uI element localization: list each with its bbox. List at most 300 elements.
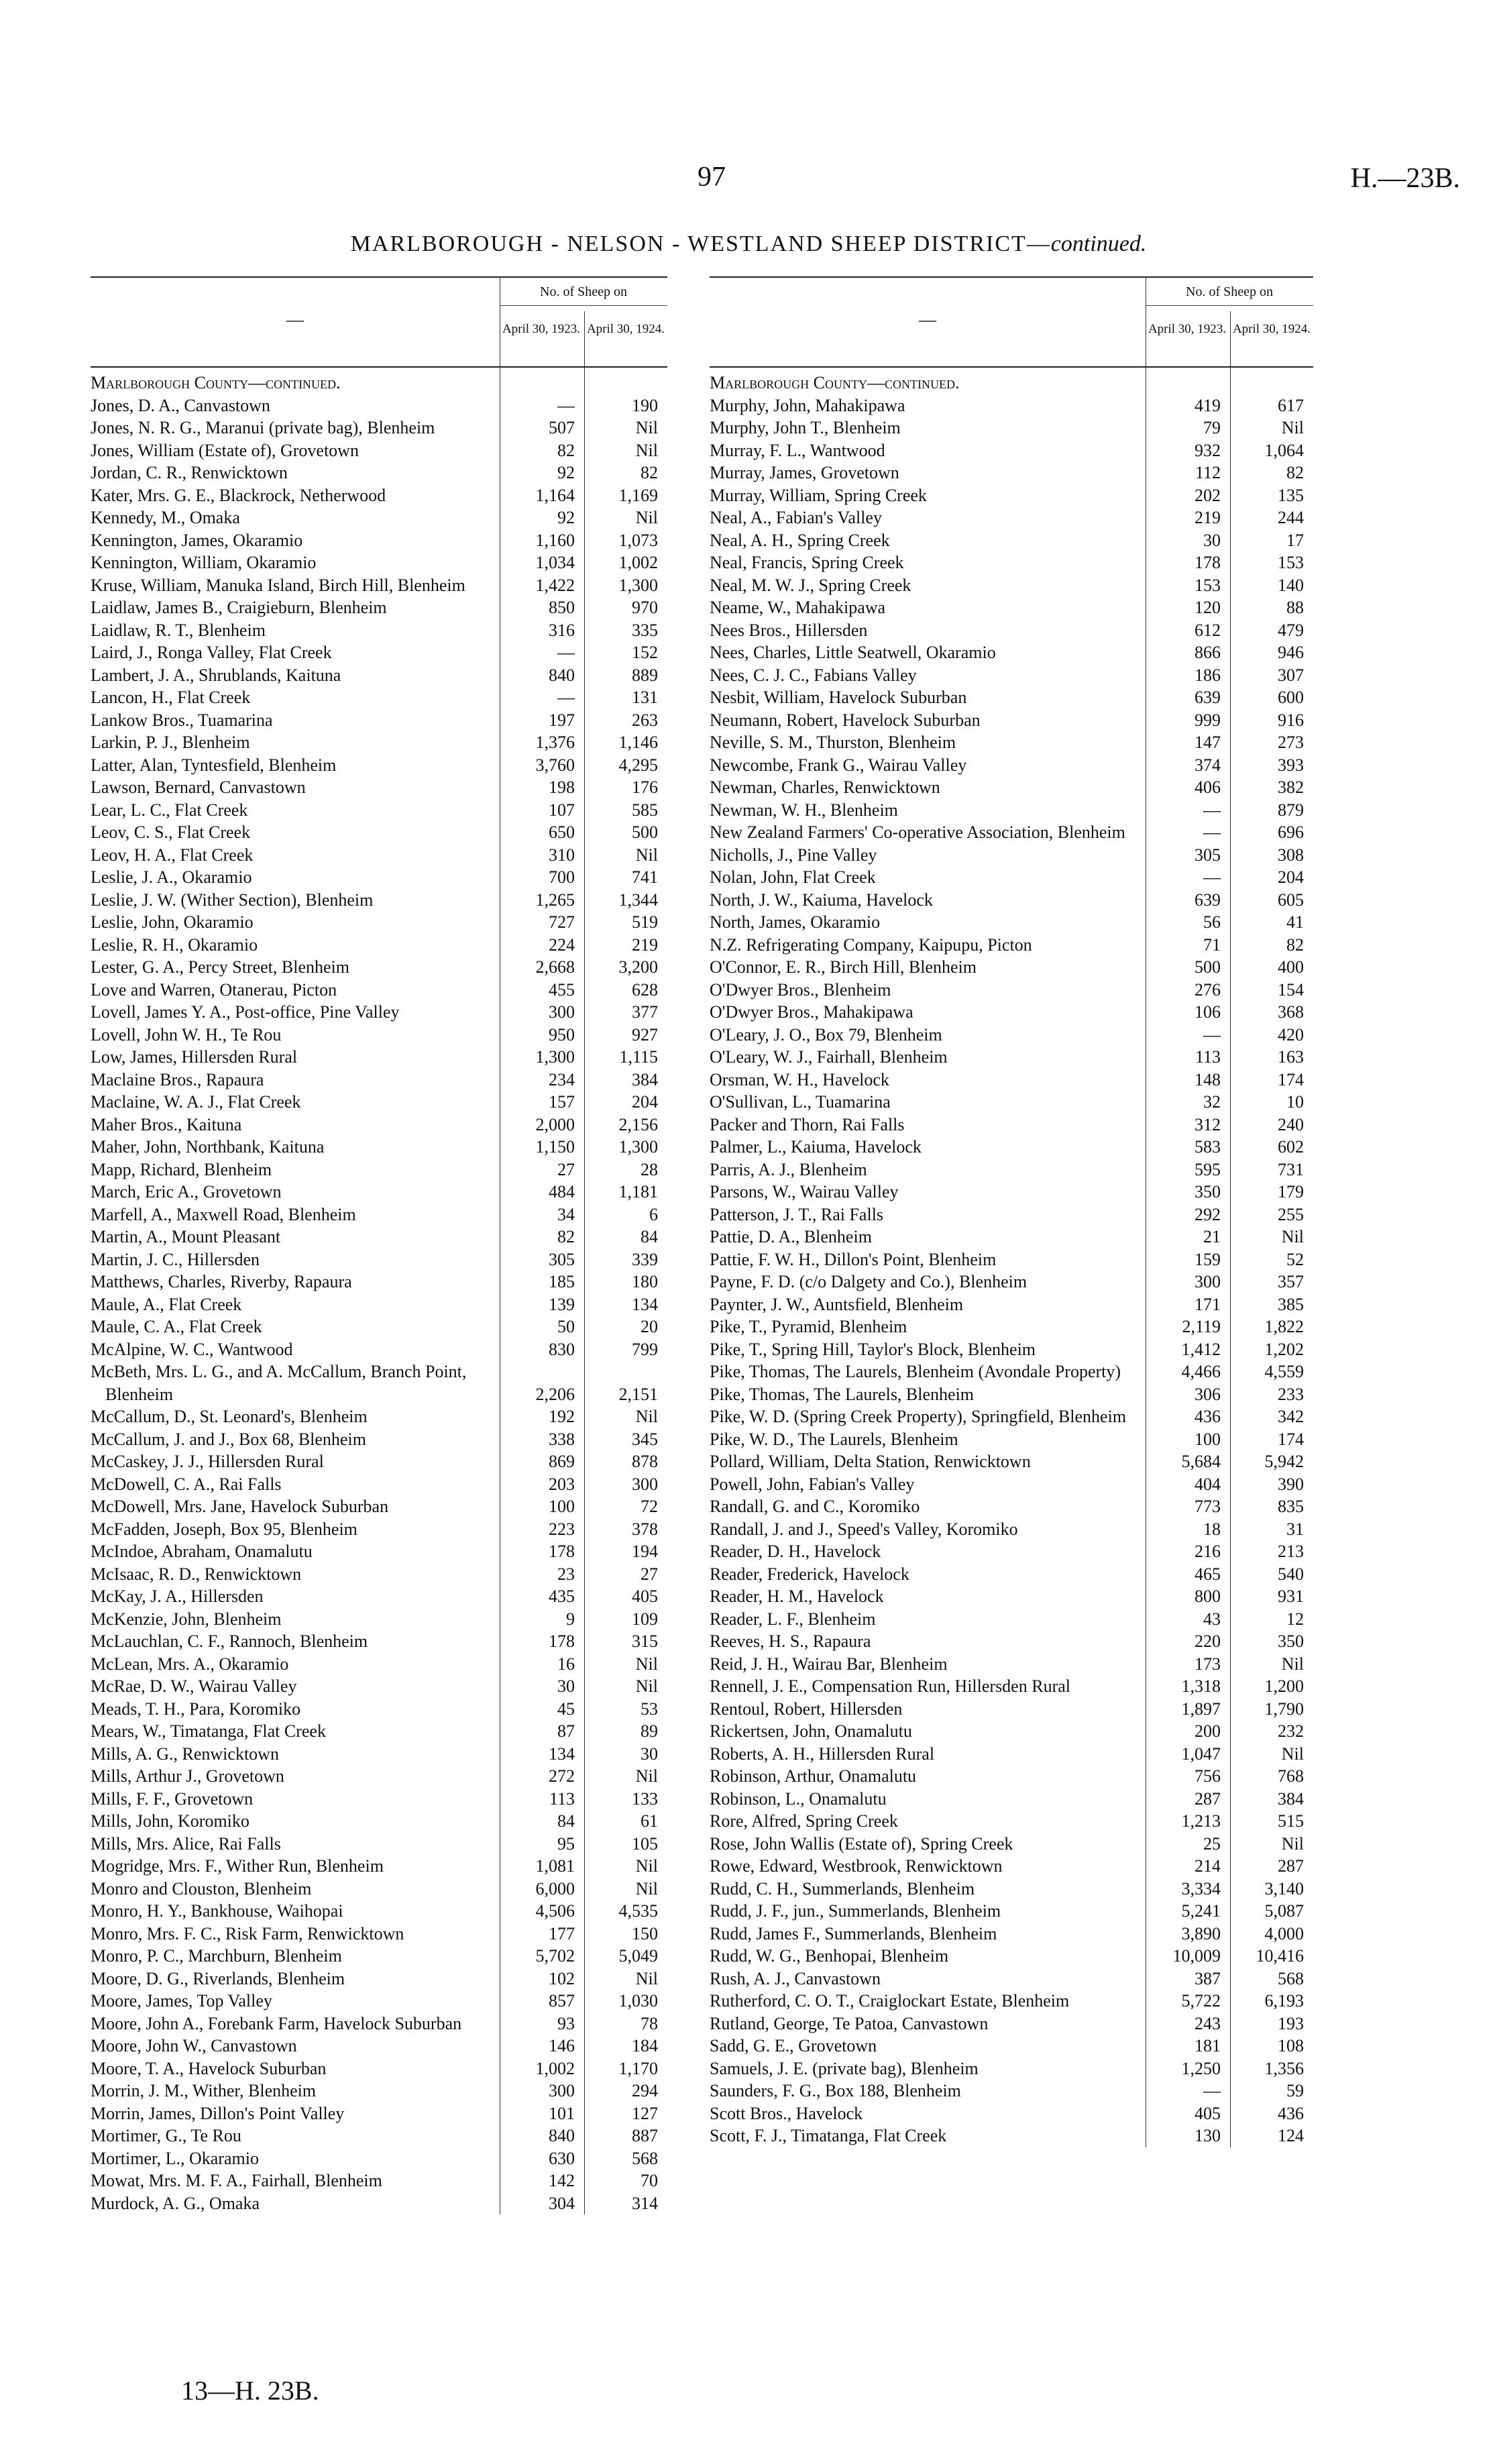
owner-name-cell	[710, 1968, 1146, 1990]
owner-name: Mills, Arthur J., Grovetown	[91, 1766, 284, 1786]
sheep-1924-cell: 731	[1278, 1159, 1304, 1179]
owner-name-cell	[710, 1428, 1146, 1451]
owner-name-cell	[710, 1540, 1146, 1563]
sheep-1924-cell: 154	[1278, 979, 1304, 1000]
owner-name-cell	[91, 1001, 500, 1024]
owner-name: Robinson, Arthur, Onamalutu	[710, 1766, 917, 1786]
owner-name-cell	[710, 1720, 1146, 1743]
owner-name: McAlpine, W. C., Wantwood	[91, 1339, 293, 1359]
sheep-1923-cell: 2,206	[535, 1384, 575, 1404]
owner-name: Monro, H. Y., Bankhouse, Waihopai	[91, 1901, 343, 1921]
sheep-1924-cell: 6,193	[1264, 1991, 1304, 2011]
right-table-body	[710, 368, 1313, 2147]
sheep-1923-cell: 171	[1195, 1294, 1221, 1314]
sheep-1923-cell: 30	[557, 1676, 575, 1696]
sheep-1924-cell: 4,000	[1264, 1923, 1304, 1943]
owner-name: Newcombe, Frank G., Wairau Valley	[710, 755, 967, 775]
sheep-1924-cell: 1,822	[1264, 1317, 1304, 1336]
sheep-1923-cell: 595	[1195, 1159, 1221, 1179]
sheep-1924-cell: 879	[1278, 800, 1304, 820]
sheep-1924-cell: 384	[1278, 1788, 1304, 1809]
sheep-1924-cell: 153	[1278, 553, 1304, 572]
owner-name: Robinson, L., Onamalutu	[710, 1788, 887, 1809]
table-row	[91, 1608, 667, 1631]
owner-name: Roberts, A. H., Hillersden Rural	[710, 1744, 935, 1764]
left-table-body	[91, 368, 667, 2214]
left-rows	[91, 368, 667, 2214]
owner-name: Monro, P. C., Marchburn, Blenheim	[91, 1946, 342, 1966]
table-row	[91, 844, 667, 867]
sheep-1924-cell: 82	[1286, 934, 1304, 955]
sheep-1924-cell: 1,064	[1264, 440, 1304, 460]
sheep-1924-cell: 315	[632, 1631, 658, 1651]
sheep-1923-cell: —	[1203, 1024, 1221, 1044]
document-reference: H.—23B.	[1350, 163, 1460, 194]
owner-name: Meads, T. H., Para, Koromiko	[91, 1699, 301, 1719]
owner-name-cell	[91, 1585, 500, 1608]
table-row	[91, 956, 667, 979]
owner-name-cell	[91, 529, 500, 552]
owner-name: Lester, G. A., Percy Street, Blenheim	[91, 957, 349, 977]
sheep-1923-cell: 45	[557, 1699, 575, 1719]
table-row	[710, 1540, 1313, 1563]
table-row	[91, 686, 667, 709]
owner-name-cell	[91, 1765, 500, 1788]
table-row	[91, 1360, 667, 1405]
owner-name: Pike, W. D. (Spring Creek Property), Springfield, Blenheim	[710, 1407, 1127, 1426]
owner-name-cell	[91, 2170, 500, 2192]
owner-name-cell	[91, 1788, 500, 1811]
table-row	[91, 417, 667, 439]
owner-name: Moore, D. G., Riverlands, Blenheim	[91, 1968, 345, 1988]
table-row	[710, 1405, 1313, 1428]
sheep-1923-cell: 850	[549, 598, 575, 617]
sheep-1924-cell: 400	[1278, 957, 1304, 977]
sheep-1923-cell: 1,081	[535, 1856, 575, 1876]
sheep-1924-cell: 519	[632, 912, 658, 932]
sheep-1923-cell: 484	[549, 1182, 575, 1201]
table-row	[91, 2057, 667, 2080]
owner-name-cell	[710, 1900, 1146, 1923]
owner-name: Mowat, Mrs. M. F. A., Fairhall, Blenheim	[91, 2171, 382, 2190]
owner-name-cell	[91, 1900, 500, 1923]
owner-name: Moore, John W., Canvastown	[91, 2036, 297, 2055]
owner-name-cell	[710, 776, 1146, 799]
owner-name: McKenzie, John, Blenheim	[91, 1609, 282, 1629]
table-row	[91, 664, 667, 687]
table-row	[91, 1518, 667, 1541]
header-april-1924: April 30, 1924.	[1232, 322, 1311, 336]
owner-name: Lovell, James Y. A., Post-office, Pine Valley	[91, 1002, 400, 1022]
sheep-1923-cell: 202	[1195, 485, 1221, 505]
owner-name: Neal, A. H., Spring Creek	[710, 530, 890, 550]
owner-name-cell	[710, 889, 1146, 912]
owner-name-cell	[91, 2057, 500, 2080]
sheep-1924-cell: Nil	[635, 440, 658, 460]
sheep-1923-cell: 5,702	[535, 1946, 575, 1966]
owner-name: N.Z. Refrigerating Company, Kaipupu, Picton	[710, 934, 1032, 955]
sheep-1924-cell: Nil	[1281, 1654, 1304, 1674]
sheep-1923-cell: 3,334	[1181, 1878, 1221, 1898]
owner-name: Rudd, James F., Summerlands, Blenheim	[710, 1923, 997, 1943]
owner-name-cell	[710, 506, 1146, 529]
owner-name: Nees, Charles, Little Seatwell, Okaramio	[710, 643, 996, 662]
owner-name-cell	[91, 844, 500, 867]
sheep-1923-cell: 147	[1195, 733, 1221, 752]
owner-name: Lawson, Bernard, Canvastown	[91, 778, 306, 797]
sheep-1924-cell: 878	[632, 1452, 658, 1471]
owner-name: Murphy, John, Mahakipawa	[710, 395, 905, 415]
sheep-1924-cell: 628	[632, 979, 658, 1000]
sheep-1924-cell: 72	[641, 1497, 658, 1516]
owner-name: Lankow Bros., Tuamarina	[91, 710, 273, 730]
table-row	[91, 1226, 667, 1248]
owner-name-cell	[91, 1114, 500, 1136]
sheep-1924-cell: 377	[632, 1002, 658, 1022]
sheep-1923-cell: 5,684	[1181, 1452, 1221, 1471]
owner-name-cell	[91, 1203, 500, 1226]
sheep-1924-cell: Nil	[635, 418, 658, 437]
sheep-1923-cell: 157	[549, 1092, 575, 1112]
table-row	[710, 1968, 1313, 1990]
table-row	[710, 1271, 1313, 1293]
table-row	[91, 1091, 667, 1114]
table-row	[91, 1855, 667, 1878]
owner-name: Mills, Mrs. Alice, Rai Falls	[91, 1833, 281, 1854]
sheep-1924-cell: 273	[1278, 733, 1304, 752]
table-row	[91, 596, 667, 619]
sheep-1924-cell: 70	[641, 2171, 658, 2190]
sheep-1923-cell: —	[1203, 2081, 1221, 2100]
sheep-1924-cell: 1,115	[619, 1047, 658, 1067]
owner-name: Reid, J. H., Wairau Bar, Blenheim	[710, 1654, 948, 1674]
table-row	[91, 1046, 667, 1069]
table-row	[710, 1450, 1313, 1473]
table-row	[710, 889, 1313, 912]
owner-name-cell	[91, 1473, 500, 1496]
table-row	[710, 1159, 1313, 1181]
sheep-1923-cell: 612	[1195, 620, 1221, 640]
sheep-1923-cell: 1,034	[535, 553, 575, 572]
table-row	[710, 1114, 1313, 1136]
sheep-1923-cell: 455	[549, 979, 575, 1000]
sheep-1924-cell: 946	[1278, 643, 1304, 662]
sheep-1924-cell: Nil	[1281, 418, 1304, 437]
sheep-1924-cell: 244	[1278, 508, 1304, 527]
sheep-1923-cell: 34	[557, 1204, 575, 1224]
table-row	[91, 889, 667, 912]
header-sheep-group: No. of Sheep on	[1146, 284, 1313, 306]
sheep-1924-cell: 12	[1286, 1609, 1304, 1629]
owner-name-cell	[91, 1405, 500, 1428]
owner-name-cell	[710, 394, 1146, 417]
table-row	[91, 1788, 667, 1811]
table-row	[91, 1968, 667, 1990]
sheep-1923-cell: 857	[549, 1991, 575, 2011]
owner-name: Leslie, J. A., Okaramio	[91, 867, 252, 887]
sheep-1924-cell: 263	[632, 710, 658, 730]
sheep-1923-cell: 159	[1195, 1249, 1221, 1269]
table-row	[91, 1765, 667, 1788]
sheep-1923-cell: 300	[549, 1002, 575, 1022]
sheep-1924-cell: 30	[641, 1744, 658, 1764]
sheep-1924-cell: 339	[632, 1249, 658, 1269]
table-row	[710, 1833, 1313, 1856]
table-row	[91, 439, 667, 462]
sheep-1923-cell: 200	[1195, 1721, 1221, 1741]
owner-name: Moore, John A., Forebank Farm, Havelock Suburban	[91, 2013, 462, 2033]
owner-name-cell	[710, 1608, 1146, 1631]
owner-name-cell	[710, 911, 1146, 934]
table-row	[91, 1159, 667, 1181]
owner-name-cell	[91, 641, 500, 664]
sheep-1923-cell: 304	[549, 2193, 575, 2213]
sheep-1923-cell: 50	[557, 1317, 575, 1336]
sheep-1924-cell: 500	[632, 822, 658, 842]
table-row	[710, 2080, 1313, 2102]
sheep-1923-cell: 146	[549, 2036, 575, 2055]
owner-name-cell	[710, 1833, 1146, 1856]
table-row	[710, 574, 1313, 597]
owner-name: Love and Warren, Otanerau, Picton	[91, 979, 337, 1000]
owner-name-cell	[710, 1788, 1146, 1811]
sheep-1924-cell: 314	[632, 2193, 658, 2213]
owner-name: McIndoe, Abraham, Onamalutu	[91, 1542, 313, 1561]
owner-name-cell	[91, 956, 500, 979]
table-row	[710, 1518, 1313, 1541]
sheep-1923-cell: 178	[549, 1542, 575, 1561]
sheep-1924-cell: 176	[632, 778, 658, 797]
sheep-1923-cell: 177	[549, 1923, 575, 1943]
owner-name-cell	[91, 1181, 500, 1203]
sheep-1924-cell: Nil	[635, 1878, 658, 1898]
sheep-1923-cell: 507	[549, 418, 575, 437]
owner-name: McDowell, Mrs. Jane, Havelock Suburban	[91, 1497, 389, 1516]
owner-name-cell	[710, 529, 1146, 552]
sheep-1923-cell: 866	[1195, 643, 1221, 662]
sheep-1923-cell: 1,376	[535, 733, 575, 752]
sheep-1924-cell: 61	[641, 1811, 658, 1831]
table-row	[91, 2125, 667, 2147]
sheep-1923-cell: 1,422	[535, 575, 575, 595]
sheep-1924-cell: 540	[1278, 1564, 1304, 1584]
table-row	[91, 529, 667, 552]
table-row	[710, 1473, 1313, 1496]
owner-name-cell	[710, 1248, 1146, 1271]
owner-name: Laird, J., Ronga Valley, Flat Creek	[91, 643, 332, 662]
table-row	[710, 619, 1313, 642]
sheep-1924-cell: 109	[632, 1609, 658, 1629]
owner-name: Nolan, John, Flat Creek	[710, 867, 876, 887]
sheep-1924-cell: 204	[632, 1092, 658, 1112]
sheep-1923-cell: 92	[557, 463, 575, 482]
sheep-1923-cell: 16	[557, 1654, 575, 1674]
owner-name: Parris, A. J., Blenheim	[710, 1159, 867, 1179]
right-table-header	[710, 276, 1313, 368]
sheep-1923-cell: 56	[1203, 912, 1221, 932]
table-row	[91, 1990, 667, 2013]
owner-name-cell	[710, 2057, 1146, 2080]
sheep-1923-cell: 932	[1195, 440, 1221, 460]
right-table	[710, 276, 1313, 2147]
sheep-1923-cell: 243	[1195, 2013, 1221, 2033]
sheep-1924-cell: 1,181	[618, 1182, 658, 1201]
sheep-1924-cell: Nil	[635, 1676, 658, 1696]
sheep-1923-cell: 465	[1195, 1564, 1221, 1584]
sheep-1924-cell: Nil	[635, 845, 658, 865]
owner-name: Reader, Frederick, Havelock	[710, 1564, 909, 1584]
owner-name: Randall, J. and J., Speed's Valley, Koromiko	[710, 1519, 1018, 1539]
sheep-1923-cell: 1,318	[1181, 1676, 1221, 1696]
owner-name: Rudd, J. F., jun., Summerlands, Blenheim	[710, 1901, 1001, 1921]
table-row	[91, 1203, 667, 1226]
owner-name: Rose, John Wallis (Estate of), Spring Creek	[710, 1833, 1013, 1854]
sheep-1923-cell: 18	[1203, 1519, 1221, 1539]
owner-name-cell	[710, 1024, 1146, 1047]
sheep-1923-cell: 107	[549, 800, 575, 820]
table-row	[91, 1540, 667, 1563]
owner-name: Randall, G. and C., Koromiko	[710, 1497, 920, 1516]
sheep-1923-cell: 134	[549, 1744, 575, 1764]
table-row	[710, 1338, 1313, 1361]
table-row	[710, 1091, 1313, 1114]
owner-name-cell	[710, 1473, 1146, 1496]
sheep-1924-cell: 568	[1278, 1968, 1304, 1988]
sheep-1923-cell: 82	[557, 1227, 575, 1246]
owner-name-cell	[91, 2125, 500, 2147]
sheep-1924-cell: 255	[1278, 1204, 1304, 1224]
sheep-1924-cell: 233	[1278, 1384, 1304, 1404]
owner-name: North, J. W., Kaiuma, Havelock	[710, 890, 933, 910]
owner-name-cell	[710, 551, 1146, 574]
sheep-1923-cell: 300	[1195, 1272, 1221, 1291]
sheep-1924-cell: 3,140	[1264, 1878, 1304, 1898]
sheep-1924-cell: 213	[1278, 1542, 1304, 1561]
owner-name-cell	[710, 1181, 1146, 1203]
owner-name-cell	[91, 1046, 500, 1069]
owner-name: Morrin, James, Dillon's Point Valley	[91, 2103, 345, 2123]
owner-name-cell	[91, 1428, 500, 1451]
owner-name-cell	[710, 619, 1146, 642]
owner-name-cell	[91, 2147, 500, 2170]
sheep-1924-cell: 5,942	[1264, 1452, 1304, 1471]
sheep-1923-cell: 1,047	[1181, 1744, 1221, 1764]
section-heading	[710, 368, 1146, 394]
table-row	[91, 484, 667, 507]
owner-name: Rennell, J. E., Compensation Run, Hillersden Rural	[710, 1676, 1070, 1696]
owner-name-cell	[710, 1316, 1146, 1338]
table-row	[710, 799, 1313, 822]
table-row	[710, 1900, 1313, 1923]
owner-name: O'Leary, J. O., Box 79, Blenheim	[710, 1024, 942, 1044]
owner-name-cell	[710, 2013, 1146, 2035]
sheep-1924-cell: 1,200	[1264, 1676, 1304, 1696]
sheep-1924-cell: 1,202	[1264, 1339, 1304, 1359]
table-row	[91, 2080, 667, 2102]
sheep-1923-cell: 181	[1195, 2036, 1221, 2055]
owner-name-cell	[91, 1968, 500, 1990]
sheep-1923-cell: 113	[549, 1788, 575, 1809]
left-table-header	[91, 276, 667, 368]
table-row	[710, 506, 1313, 529]
sheep-1924-cell: 1,073	[618, 530, 658, 550]
table-row	[91, 934, 667, 957]
owner-name: Nesbit, William, Havelock Suburban	[710, 688, 967, 707]
owner-name-cell	[710, 956, 1146, 979]
owner-name-cell	[91, 1159, 500, 1181]
sheep-1924-cell: 6	[649, 1204, 658, 1224]
sheep-1923-cell: 630	[549, 2148, 575, 2168]
owner-name-cell	[91, 776, 500, 799]
owner-name-cell	[710, 417, 1146, 439]
sheep-1924-cell: Nil	[635, 508, 658, 527]
owner-name-cell	[91, 866, 500, 889]
owner-name: McDowell, C. A., Rai Falls	[91, 1474, 282, 1494]
owner-name-cell	[710, 1923, 1146, 1945]
owner-name-cell	[91, 1518, 500, 1541]
owner-name-cell	[710, 1293, 1146, 1316]
owner-name-cell	[91, 417, 500, 439]
sheep-1923-cell: 100	[549, 1497, 575, 1516]
owner-name: Maher, John, Northbank, Kaituna	[91, 1137, 325, 1157]
sheep-1923-cell: —	[1203, 822, 1221, 842]
sheep-1924-cell: Nil	[635, 1856, 658, 1876]
owner-name-cell	[91, 799, 500, 822]
table-row	[710, 2125, 1313, 2147]
owner-name-cell	[710, 1945, 1146, 1968]
table-row	[91, 1720, 667, 1743]
table-row	[91, 979, 667, 1002]
sheep-1923-cell: 840	[549, 2126, 575, 2145]
table-row	[710, 1248, 1313, 1271]
owner-name-cell	[710, 1360, 1146, 1383]
owner-name-cell	[710, 1405, 1146, 1428]
owner-name-cell	[91, 574, 500, 597]
owner-name-cell	[91, 731, 500, 754]
table-row	[91, 1316, 667, 1338]
sheep-1924-cell: 232	[1278, 1721, 1304, 1741]
sheep-1923-cell: 583	[1195, 1137, 1221, 1157]
sheep-1924-cell: 1,002	[618, 553, 658, 572]
sheep-1923-cell: 153	[1195, 575, 1221, 595]
owner-name-cell	[710, 1653, 1146, 1676]
table-row	[710, 1923, 1313, 1945]
owner-name-cell	[710, 596, 1146, 619]
sheep-1924-cell: 2,156	[618, 1114, 658, 1134]
table-row	[91, 866, 667, 889]
owner-name-cell	[91, 2013, 500, 2035]
owner-name: Palmer, L., Kaiuma, Havelock	[710, 1137, 922, 1157]
table-row	[710, 1001, 1313, 1024]
sheep-1923-cell: 287	[1195, 1788, 1221, 1809]
sheep-1923-cell: 3,890	[1181, 1923, 1221, 1943]
sheep-1923-cell: 234	[549, 1069, 575, 1089]
sheep-1924-cell: 10	[1286, 1092, 1304, 1112]
owner-name-cell	[91, 911, 500, 934]
owner-name-cell	[91, 1675, 500, 1698]
sheep-1924-cell: 420	[1278, 1024, 1304, 1044]
sheep-1924-cell: 78	[641, 2013, 658, 2033]
owner-name: New Zealand Farmers' Co-operative Association, Blenheim	[710, 822, 1125, 842]
owner-name: Mogridge, Mrs. F., Wither Run, Blenheim	[91, 1856, 384, 1876]
owner-name-cell	[710, 1001, 1146, 1024]
owner-name: Kruse, William, Manuka Island, Birch Hill, Blenheim	[91, 575, 465, 595]
sheep-1924-cell: 5,087	[1264, 1901, 1304, 1921]
sheep-1924-cell: 82	[641, 463, 658, 482]
owner-name: Reader, D. H., Havelock	[710, 1542, 881, 1561]
owner-name: Pike, Thomas, The Laurels, Blenheim (Avondale Property)	[710, 1362, 1121, 1381]
sheep-1923-cell: 999	[1195, 710, 1221, 730]
